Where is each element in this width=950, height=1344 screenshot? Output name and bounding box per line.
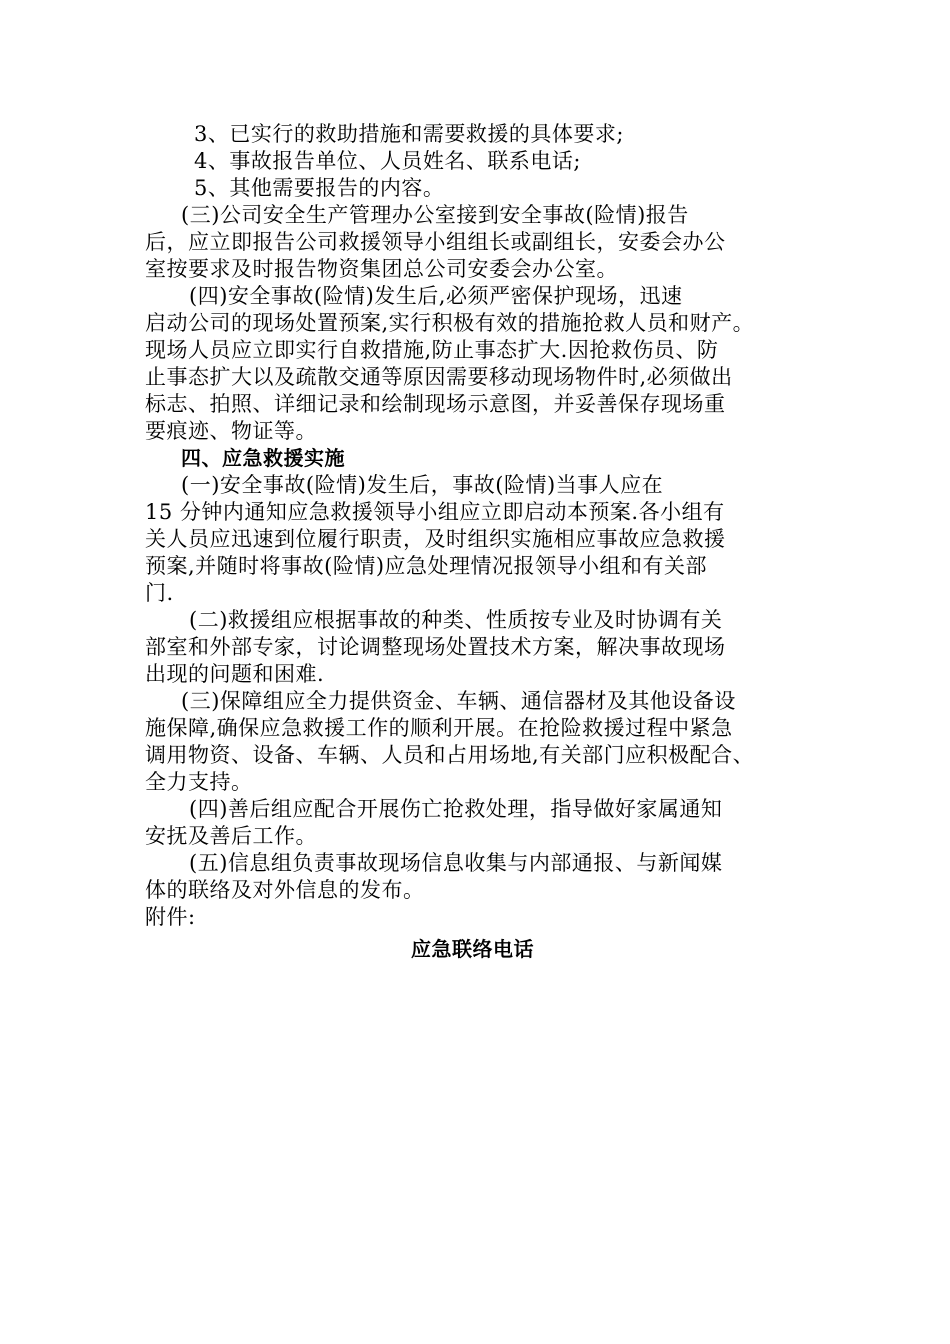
paragraph-8-line-2: 安抚及善后工作。: [145, 824, 317, 848]
paragraph-3-line-1: (三)公司安全生产管理办公室接到安全事故(险情)报告: [181, 203, 689, 227]
paragraph-6-line-2: 部室和外部专家，讨论调整现场处置技术方案，解决事故现场: [145, 635, 726, 659]
paragraph-5-line-4: 预案,并随时将事故(险情)应急处理情况报领导小组和有关部: [145, 554, 708, 578]
attachment-label: 附件:: [145, 905, 196, 929]
paragraph-5-line-2: 15 分钟内通知应急救援领导小组应立即启动本预案.各小组有: [145, 500, 725, 524]
list-item-3: 3、已实行的救助措施和需要救援的具体要求;: [194, 122, 624, 146]
paragraph-5-line-3: 关人员应迅速到位履行职责，及时组织实施相应事故应急救援: [145, 527, 726, 551]
paragraph-4-line-2: 启动公司的现场处置预案,实行积极有效的措施抢救人员和财产。: [145, 311, 755, 335]
paragraph-7-line-1: (三)保障组应全力提供资金、车辆、通信器材及其他设备设: [181, 689, 736, 713]
paragraph-4-line-5: 标志、拍照、详细记录和绘制现场示意图，并妥善保存现场重: [145, 392, 726, 416]
list-item-4: 4、事故报告单位、人员姓名、联系电话;: [194, 149, 581, 173]
paragraph-4-line-6: 要痕迹、物证等。: [145, 419, 317, 443]
attachment-title: 应急联络电话: [411, 937, 534, 961]
paragraph-9-line-1: (五)信息组负责事故现场信息收集与内部通报、与新闻媒: [189, 851, 723, 875]
section-heading: 四、应急救援实施: [181, 446, 345, 470]
paragraph-5-line-1: (一)安全事故(险情)发生后，事故(险情)当事人应在: [181, 473, 664, 497]
paragraph-6-line-1: (二)救援组应根据事故的种类、性质按专业及时协调有关: [189, 608, 723, 632]
paragraph-7-line-3: 调用物资、设备、车辆、人员和占用场地,有关部门应积极配合、: [145, 743, 755, 767]
paragraph-3-line-3: 室按要求及时报告物资集团总公司安委会办公室。: [145, 257, 618, 281]
list-item-5: 5、其他需要报告的内容。: [194, 176, 445, 200]
document-page: [145, 121, 810, 963]
paragraph-8-line-1: (四)善后组应配合开展伤亡抢救处理，指导做好家属通知: [189, 797, 723, 821]
paragraph-7-line-4: 全力支持。: [145, 770, 253, 794]
paragraph-7-line-2: 施保障,确保应急救援工作的顺利开展。在抢险救援过程中紧急: [145, 716, 733, 740]
paragraph-4-line-3: 现场人员应立即实行自救措施,防止事态扩大.因抢救伤员、防: [145, 338, 719, 362]
paragraph-6-line-3: 出现的问题和困难.: [145, 662, 325, 686]
paragraph-4-line-4: 止事态扩大以及疏散交通等原因需要移动现场物件时,必须做出: [145, 365, 733, 389]
paragraph-4-line-1: (四)安全事故(险情)发生后,必须严密保护现场，迅速: [189, 284, 683, 308]
paragraph-5-line-5: 门.: [145, 581, 174, 605]
paragraph-3-line-2: 后，应立即报告公司救援领导小组组长或副组长，安委会办公: [145, 230, 726, 254]
paragraph-9-line-2: 体的联络及对外信息的发布。: [145, 878, 425, 902]
